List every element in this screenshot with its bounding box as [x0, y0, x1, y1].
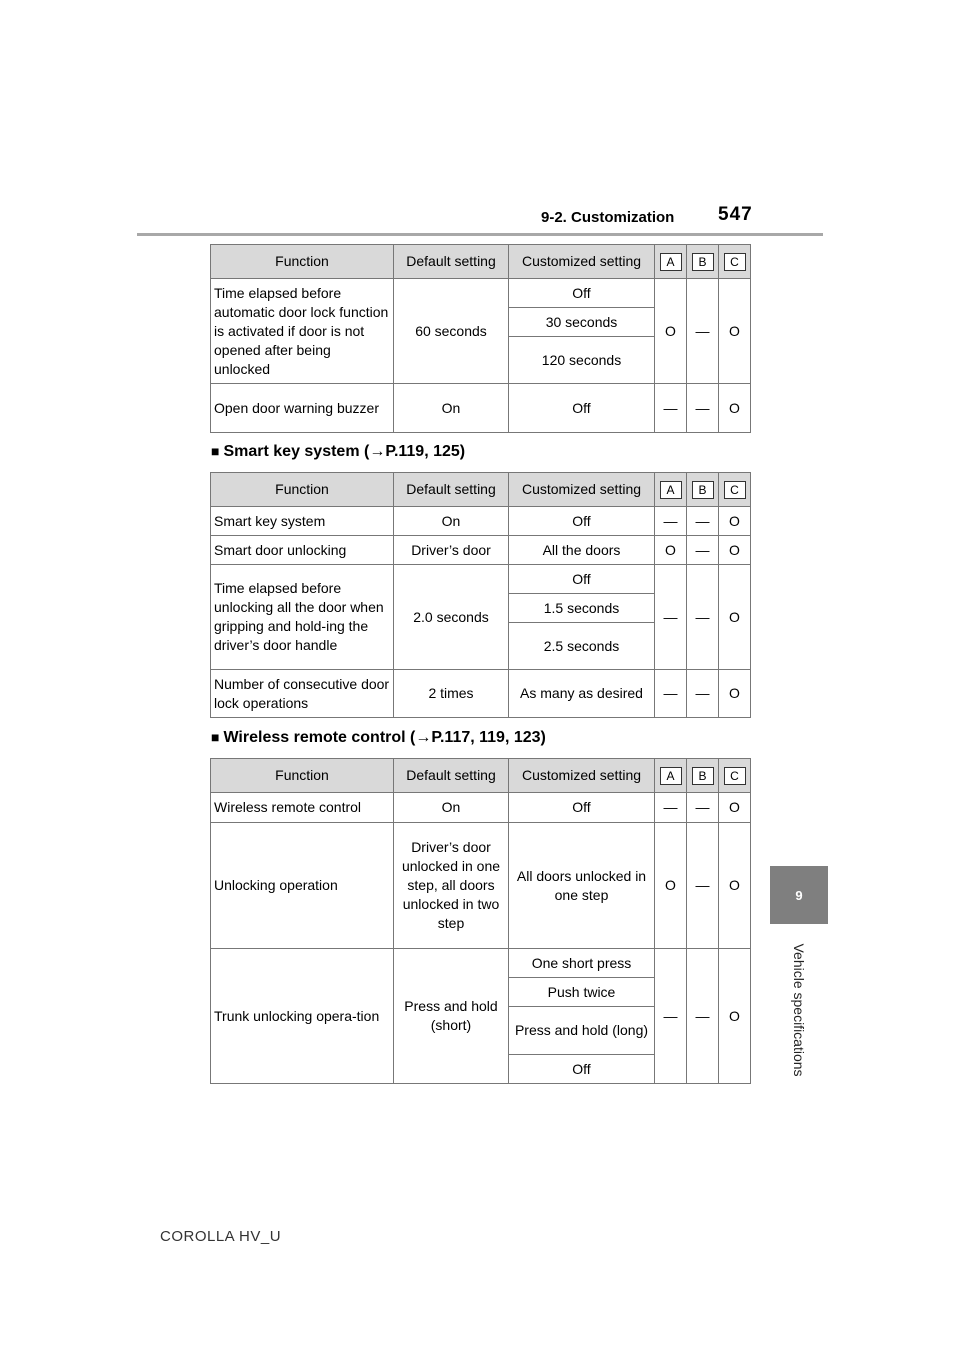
section-header: 9-2. Customization — [541, 209, 675, 226]
col-a — [655, 759, 687, 793]
custom-cell: As many as desired — [509, 670, 655, 718]
default-cell: 2.0 seconds — [394, 565, 509, 670]
function-cell: Number of consecutive door lock operations — [211, 670, 394, 718]
a-cell: — — [655, 507, 687, 536]
custom-cell: Off — [509, 384, 655, 433]
custom-cell: Off — [509, 507, 655, 536]
option-cell: Press and hold (long) — [509, 1007, 655, 1055]
option-cell: Push twice — [509, 978, 655, 1007]
default-cell: 60 seconds — [394, 279, 509, 384]
col-c-label: C — [724, 481, 746, 499]
a-cell: O — [655, 279, 687, 384]
table-header-row — [211, 473, 751, 507]
table-row — [211, 565, 751, 594]
col-c — [719, 245, 751, 279]
a-cell: — — [655, 565, 687, 670]
c-cell: O — [719, 949, 751, 1084]
option-cell: Off — [509, 279, 655, 308]
c-cell: O — [719, 565, 751, 670]
default-cell: On — [394, 793, 509, 823]
section-marker: ■ — [211, 443, 220, 459]
a-cell: — — [655, 384, 687, 433]
chapter-title: Vehicle specifications — [791, 943, 807, 1077]
col-c — [719, 759, 751, 793]
col-b-label: B — [692, 253, 714, 271]
default-cell: Driver’s door unlocked in one step, all doors unlocked in two step — [394, 823, 509, 949]
option-cell: 2.5 seconds — [509, 623, 655, 670]
col-default: Default setting — [394, 759, 509, 793]
col-a — [655, 245, 687, 279]
table-row — [211, 279, 751, 308]
col-b-label: B — [692, 767, 714, 785]
function-cell: Time elapsed before automatic door lock function is activated if door is not opened after being unlocked — [211, 279, 394, 384]
door-lock-settings-table — [210, 244, 751, 433]
chapter-tab[interactable] — [770, 866, 828, 924]
section-marker: ■ — [211, 729, 220, 745]
option-cell: Off — [509, 565, 655, 594]
c-cell: O — [719, 793, 751, 823]
col-function: Function — [211, 759, 394, 793]
function-cell: Wireless remote control — [211, 793, 394, 823]
a-cell: O — [655, 536, 687, 565]
c-cell: O — [719, 670, 751, 718]
custom-cell: All the doors — [509, 536, 655, 565]
col-customized: Customized setting — [509, 245, 655, 279]
col-b-label: B — [692, 481, 714, 499]
col-a — [655, 473, 687, 507]
page-reference-link[interactable]: P.119, 125) — [385, 443, 466, 460]
option-cell: 1.5 seconds — [509, 594, 655, 623]
c-cell: O — [719, 536, 751, 565]
col-a-label: A — [660, 253, 682, 271]
col-c — [719, 473, 751, 507]
footer-model: COROLLA HV_U — [160, 1228, 282, 1245]
custom-cell: Off — [509, 793, 655, 823]
a-cell: — — [655, 670, 687, 718]
wireless-remote-settings-table — [210, 758, 751, 1084]
c-cell: O — [719, 823, 751, 949]
chapter-number: 9 — [795, 887, 803, 903]
c-cell: O — [719, 384, 751, 433]
function-cell: Open door warning buzzer — [211, 384, 394, 433]
section-title-text: Smart key system ( — [223, 443, 370, 460]
col-function: Function — [211, 473, 394, 507]
b-cell: — — [687, 670, 719, 718]
table-row — [211, 536, 751, 565]
table-row — [211, 384, 751, 433]
a-cell: O — [655, 823, 687, 949]
option-cell: 30 seconds — [509, 308, 655, 337]
arrow-icon: → — [415, 729, 432, 746]
section-title-wireless-remote — [211, 729, 546, 747]
option-cell: One short press — [509, 949, 655, 978]
function-cell: Unlocking operation — [211, 823, 394, 949]
b-cell: — — [687, 384, 719, 433]
col-c-label: C — [724, 767, 746, 785]
page-number: 547 — [718, 204, 753, 225]
col-b — [687, 759, 719, 793]
function-cell: Smart door unlocking — [211, 536, 394, 565]
table-row — [211, 670, 751, 718]
b-cell: — — [687, 949, 719, 1084]
c-cell: O — [719, 507, 751, 536]
b-cell: — — [687, 823, 719, 949]
col-b — [687, 473, 719, 507]
col-b — [687, 245, 719, 279]
c-cell: O — [719, 279, 751, 384]
function-cell: Time elapsed before unlocking all the door when gripping and hold-ing the driver’s door handle — [211, 565, 394, 670]
col-c-label: C — [724, 253, 746, 271]
option-cell: 120 seconds — [509, 337, 655, 384]
col-default: Default setting — [394, 473, 509, 507]
function-cell: Smart key system — [211, 507, 394, 536]
table-row — [211, 507, 751, 536]
default-cell: On — [394, 384, 509, 433]
arrow-icon: → — [369, 443, 386, 460]
col-a-label: A — [660, 481, 682, 499]
option-cell: Off — [509, 1055, 655, 1084]
table-row — [211, 823, 751, 949]
default-cell: 2 times — [394, 670, 509, 718]
col-customized: Customized setting — [509, 759, 655, 793]
b-cell: — — [687, 565, 719, 670]
col-default: Default setting — [394, 245, 509, 279]
custom-cell: All doors unlocked in one step — [509, 823, 655, 949]
a-cell: — — [655, 793, 687, 823]
col-customized: Customized setting — [509, 473, 655, 507]
col-function: Function — [211, 245, 394, 279]
table-row — [211, 793, 751, 823]
table-row — [211, 949, 751, 978]
header-rule — [137, 233, 823, 236]
section-title-smart-key — [211, 443, 465, 461]
default-cell: On — [394, 507, 509, 536]
b-cell: — — [687, 279, 719, 384]
section-title-text: Wireless remote control ( — [223, 729, 416, 746]
page-reference-link[interactable]: P.117, 119, 123) — [431, 729, 546, 746]
a-cell: — — [655, 949, 687, 1084]
default-cell: Press and hold (short) — [394, 949, 509, 1084]
b-cell: — — [687, 507, 719, 536]
default-cell: Driver’s door — [394, 536, 509, 565]
table-header-row — [211, 759, 751, 793]
b-cell: — — [687, 536, 719, 565]
b-cell: — — [687, 793, 719, 823]
function-cell: Trunk unlocking opera-tion — [211, 949, 394, 1084]
col-a-label: A — [660, 767, 682, 785]
smart-key-settings-table — [210, 472, 751, 718]
table-header-row — [211, 245, 751, 279]
